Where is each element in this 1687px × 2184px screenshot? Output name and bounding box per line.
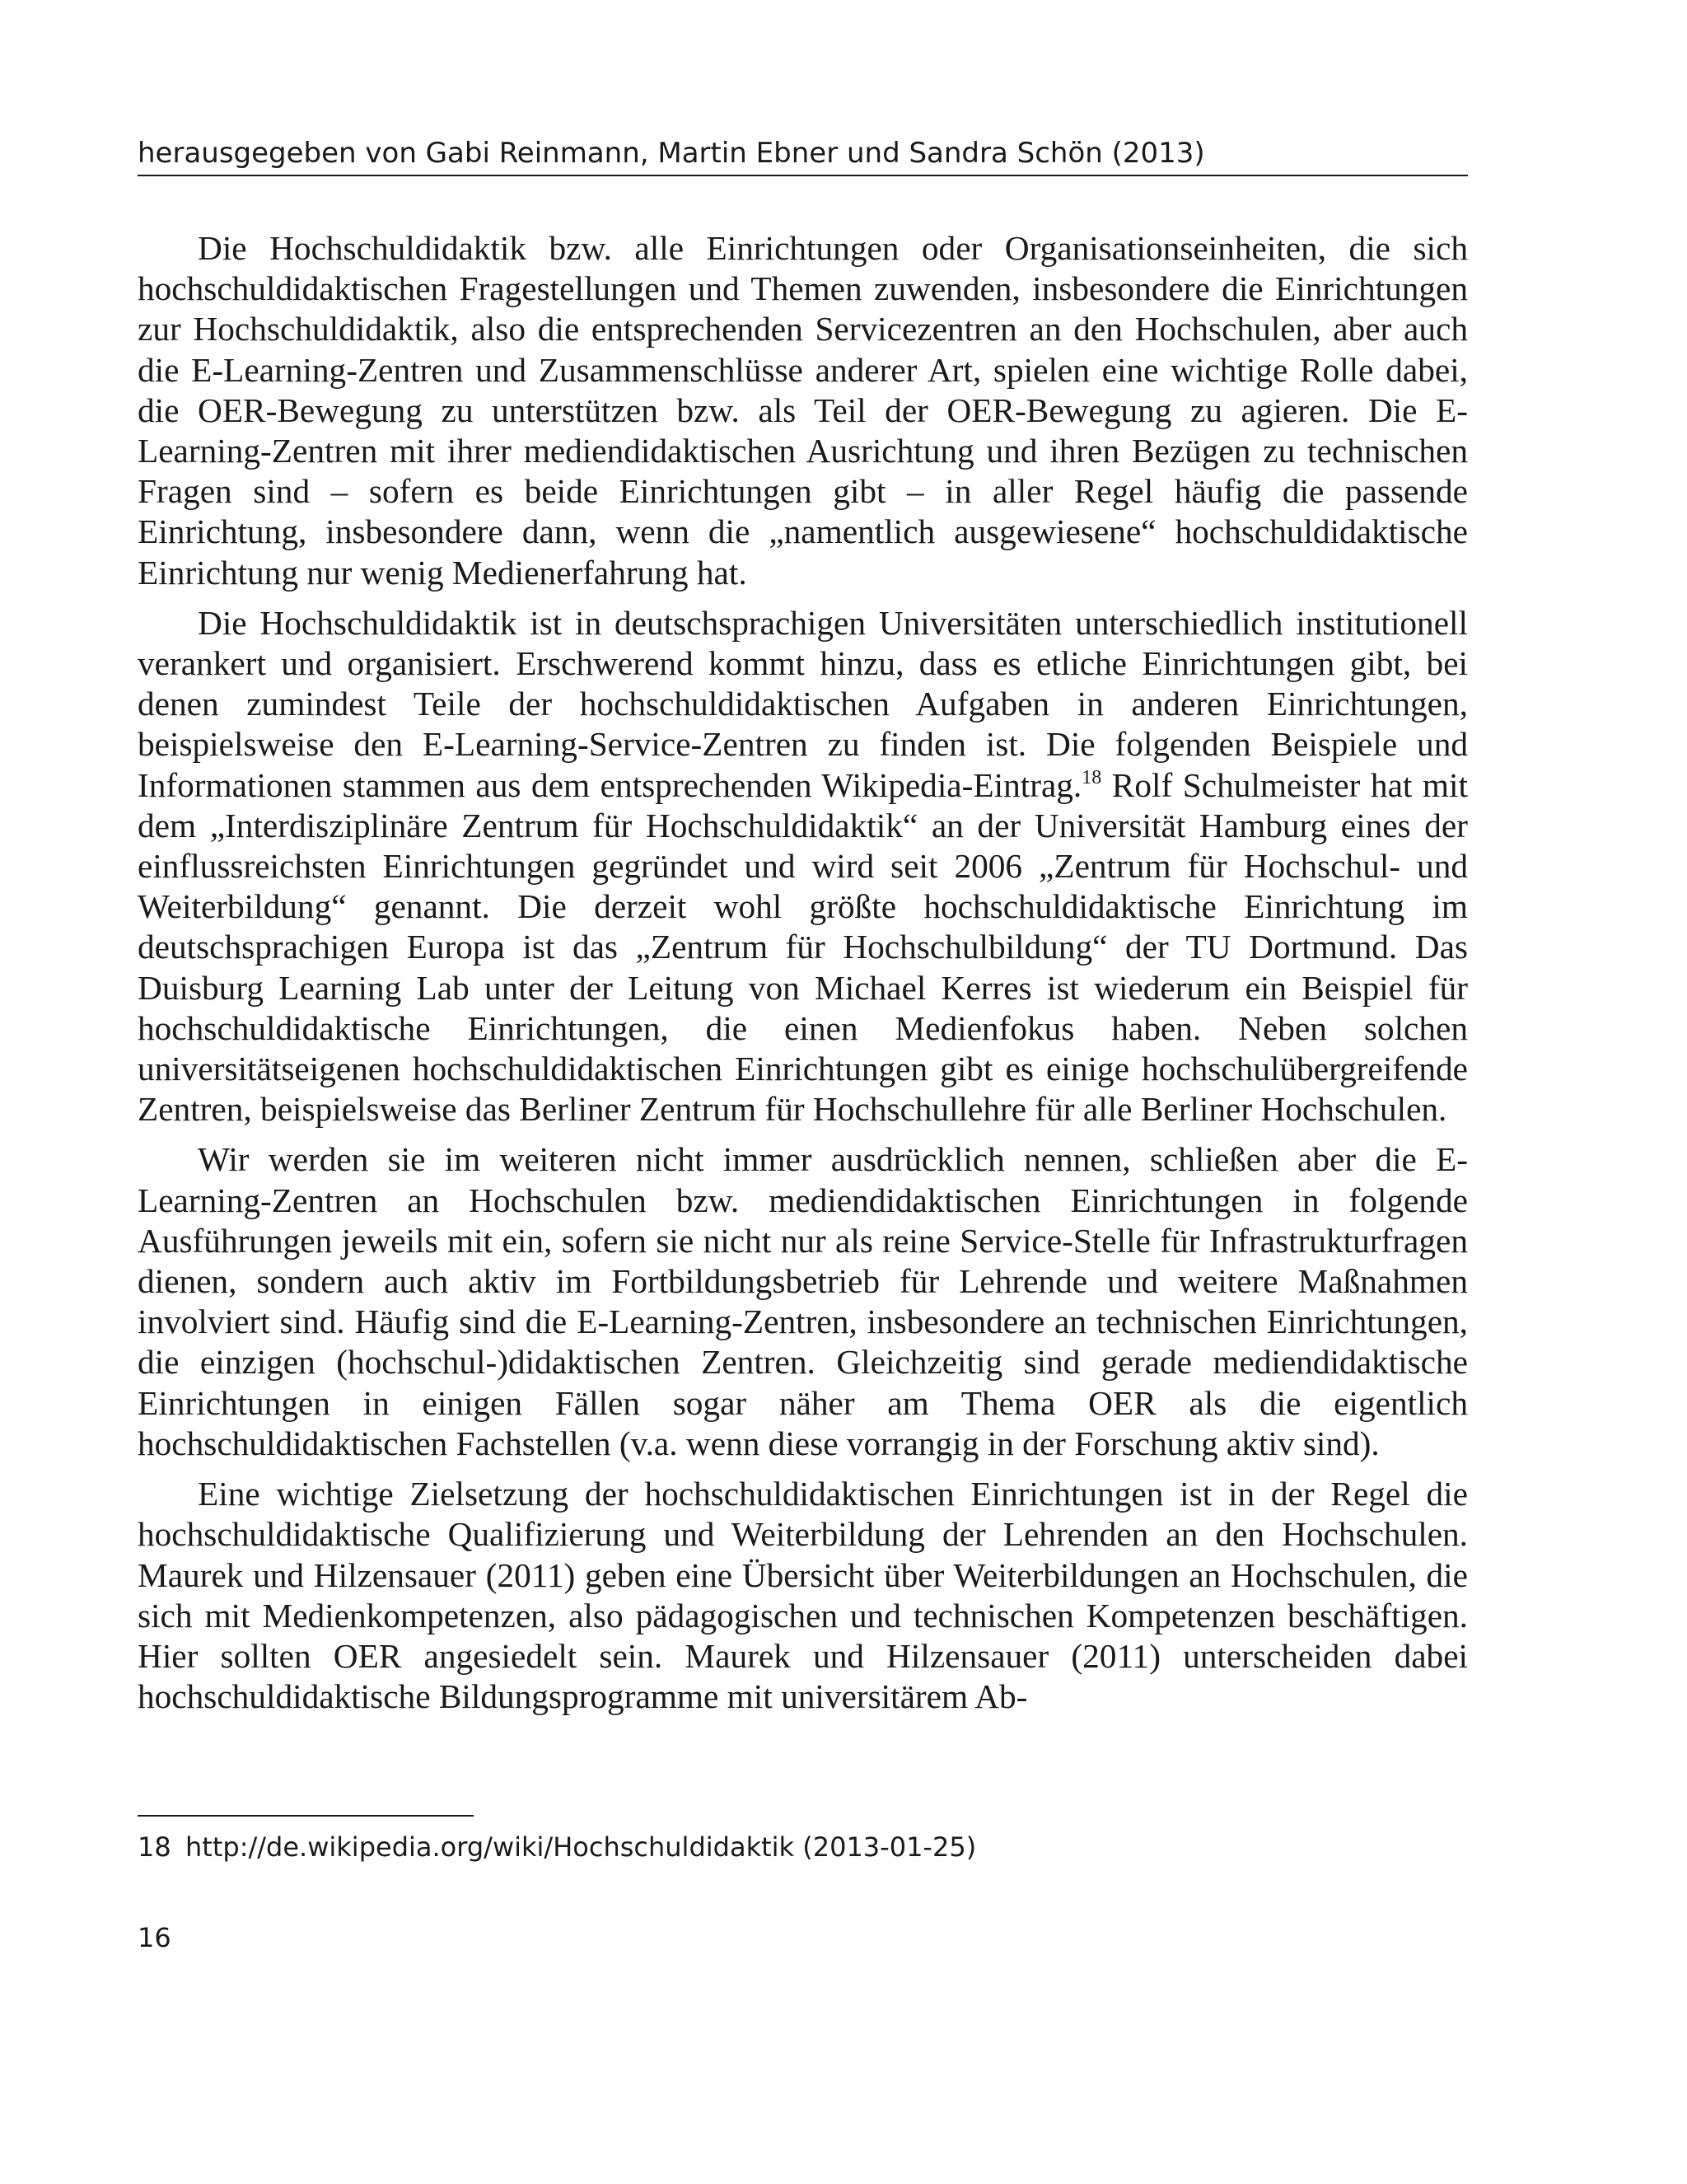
running-header: herausgegeben von Gabi Reinmann, Martin Ebner und Sandra Schön (2013) — [138, 133, 1468, 176]
footnote-number: 18 — [138, 1831, 171, 1863]
paragraph-4: Eine wichtige Zielsetzung der hochschuldidaktischen Einrichtungen ist in der Regel die hochschuldidaktische Qualifizierung und Weiterbildung der Lehrenden an den Hochschulen. Maurek und Hilzensauer (2011) geben eine Übersicht über Weiterbildungen an Hochschulen, die sich mit Medienkompetenzen, also pädagogischen und technischen Kompetenzen beschäftigen. Hier sollten OER angesiedelt sein. Maurek und Hilzensauer (2011) unterscheiden dabei hochschuldidaktische Bildungsprogramme mit universitärem Ab- — [138, 1475, 1468, 1716]
footnote-link[interactable]: http://de.wikipedia.org/wiki/Hochschuldidaktik (2013-01-25) — [185, 1831, 977, 1863]
footnote-divider — [138, 1815, 474, 1817]
footnote — [138, 1829, 1468, 1865]
paragraph-1: Die Hochschuldidaktik bzw. alle Einrichtungen oder Organisationseinheiten, die sich hochschuldidaktischen Fragestellungen und Themen zuwenden, insbesondere die Einrichtungen zur Hochschuldidaktik, also die entsprechenden Servicezentren an den Hochschulen, aber auch die E-Learning-Zentren und Zusammenschlüsse anderer Art, spielen eine wichtige Rolle dabei, die OER-Bewegung zu unterstützen bzw. als Teil der OER-Bewegung zu agieren. Die E-Learning-Zentren mit ihrer mediendidaktischen Ausrichtung und ihren Bezügen zu technischen Fragen sind – sofern es beide Einrichtungen gibt – in aller Regel häufig die passende Einrichtung, insbesondere dann, wenn die „namentlich ausgewiesene“ hochschuldidaktische Einrichtung nur wenig Medienerfahrung hat. — [138, 229, 1468, 592]
paragraph-2-part-a: Die Hochschuldidaktik ist in deutschsprachigen Universitäten unterschiedlich institutionell verankert und organisiert. Erschwerend kommt hinzu, dass es etliche Einrichtungen gibt, bei denen zumindest Teile der hochschuldidaktischen Aufgaben in anderen Einrichtungen, beispielsweise den E-Learning-Service-Zentren zu finden ist. Die folgenden Beispiele und Informationen stammen aus dem entsprechenden Wikipedia-Eintrag. — [138, 603, 1468, 804]
paragraph-3: Wir werden sie im weiteren nicht immer ausdrücklich nennen, schließen aber die E-Learning-Zentren an Hochschulen bzw. mediendidaktischen Einrichtungen in folgende Ausführungen jeweils mit ein, sofern sie nicht nur als reine Service-Stelle für Infrastrukturfragen dienen, sondern auch aktiv im Fortbildungsbetrieb für Lehrende und weitere Maßnahmen involviert sind. Häufig sind die E-Learning-Zentren, insbesondere an technischen Einrichtungen, die einzigen (hochschul-)didaktischen Zentren. Gleichzeitig sind gerade mediendidaktische Einrichtungen in einigen Fällen sogar näher am Thema OER als die eigentlich hochschuldidaktischen Fachstellen (v.a. wenn diese vorrangig in der Forschung aktiv sind). — [138, 1140, 1468, 1462]
paragraph-2-part-b: Rolf Schulmeister hat mit dem „Interdisziplinäre Zentrum für Hochschuldidaktik“ an der Universität Hamburg eines der einflussreichsten Einrichtungen gegründet und wird seit 2006 „Zentrum für Hochschul- und Weiterbildung“ genannt. Die derzeit wohl größte hochschuldidaktische Einrichtung im deutschsprachigen Europa ist das „Zentrum für Hochschulbildung“ der TU Dortmund. Das Duisburg Learning Lab unter der Leitung von Michael Kerres ist wiederum ein Beispiel für hochschuldidaktische Einrichtungen, die einen Medienfokus haben. Neben solchen universitätseigenen hochschuldidaktischen Einrichtungen gibt es einige hochschulübergreifende Zentren, beispielsweise das Berliner Zentrum für Hochschullehre für alle Berliner Hochschulen. — [138, 765, 1468, 1129]
paragraph-2 — [138, 603, 1468, 1130]
footnote-reference[interactable]: 18 — [1082, 766, 1102, 788]
page-number: 16 — [138, 1922, 171, 1953]
body-text — [138, 228, 1468, 1717]
